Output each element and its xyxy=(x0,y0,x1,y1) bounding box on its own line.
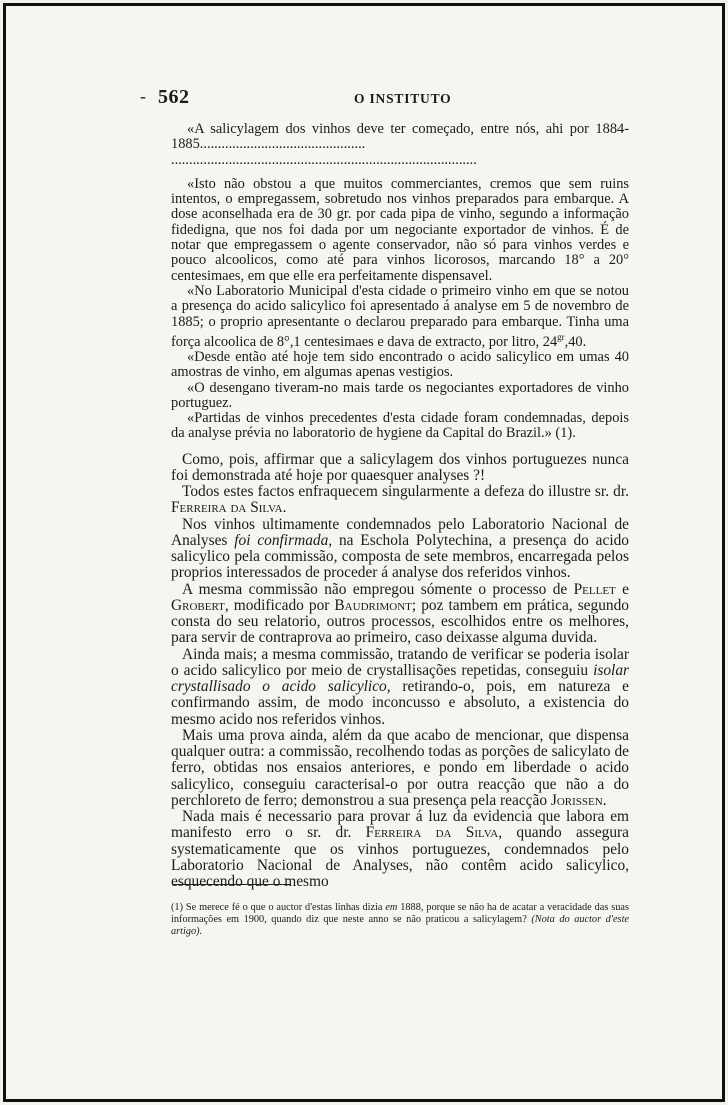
quote-paragraph: «Partidas de vinhos precedentes d'esta cidade foram condemnadas, depois da analyse prévia no laboratorio de hygiene da Capital do Brazil.» (1). xyxy=(171,410,629,442)
quote-paragraph: «Desde então até hoje tem sido encontrado o acido salicylico em umas 40 amostras de vinho, em algumas apenas vestigios. xyxy=(171,348,629,381)
text-paragraph: Todos estes factos enfraquecem singularmente a defeza do illustre sr. dr. Ferreira da Silva. xyxy=(171,483,629,517)
quote-paragraph: «A salicylagem dos vinhos deve ter começado, entre nós, ahi por 1884-1885.............................................. xyxy=(171,121,629,153)
page-number: 562 xyxy=(158,86,190,108)
author-name: Ferreira da Silva xyxy=(171,499,283,517)
text-paragraph: Como, pois, affirmar que a salicylagem dos vinhos portuguezes nunca foi demonstrada até hoje por quaesquer analyses ?! xyxy=(171,450,629,484)
leader-dots: .............................................. xyxy=(199,136,366,153)
leader-dots-line: ..................................................................................... xyxy=(171,152,477,168)
text-paragraph: A mesma commissão não empregou sómente o processo de Pellet e Grobert, modificado por Baudrimont; poz tambem em prática, segundo consta do seu relatorio, outros processos, escolhidos entre os melhores, para servir de contraprova ao primeiro, caso deixasse alguma duvida. xyxy=(171,580,629,647)
page-header xyxy=(0,86,728,110)
header-dash: - xyxy=(140,86,146,106)
running-title: O INSTITUTO xyxy=(354,91,452,106)
footnote: (1) Se merece fé o que o auctor d'estas linhas dizia em 1888, porque se não ha de acatar a veracidade das suas informações em 1900, quando diz que neste anno se não praticou a salicylagem? (Nota do auctor d'este artigo). xyxy=(171,902,629,938)
text-paragraph: Nos vinhos ultimamente condemnados pelo Laboratorio Nacional de Analyses foi confirmada, na Eschola Polytechina, a presença do acido salicylico pela commissão, composta de sete membros, encarregada pelos proprios interessados de proceder á analyse dos referidos vinhos. xyxy=(171,515,629,582)
text-paragraph: Nada mais é necessario para provar á luz da evidencia que labora em manifesto erro o sr. dr. Ferreira da Silva, quando assegura systematicamente que os vinhos portuguezes, condemnados pelo Laboratorio Nacional de Analyses, não contêm acido salicylico, esquecendo que o mesmo xyxy=(171,808,629,891)
footnote-rule xyxy=(172,884,290,885)
page-body xyxy=(171,122,629,890)
quote-paragraph: «O desengano tiveram-no mais tarde os negociantes exportadores de vinho portuguez. xyxy=(171,379,629,411)
quote-paragraph: «Isto não obstou a que muitos commerciantes, cremos que sem ruins intentos, o empregassem, sobretudo nos vinhos preparados para embarque. A dose aconselhada era de 30 gr. por cada pipa de vinho, segundo a informação fidedigna, que nos foi dada por um negociante exportador de vinhos. É de notar que empregassem o agente conservador, não só para vinhos verdes e pouco alcoolicos, como até para vinhos licorosos, marcando 18° a 20° centesimaes, em que elle era perfeitamente dispensavel. xyxy=(171,175,629,284)
text-paragraph: Mais uma prova ainda, além da que acabo de mencionar, que dispensa qualquer outra: a commissão, recolhendo todas as porções de salicylato de ferro, obtidas nos ensaios anteriores, e pondo em liberdade o acido salicylico, conseguiu caracterisal-o por outra reacção que não a do perchloreto de ferro; demonstrou a sua presença pela reacção Jorissen. xyxy=(171,726,629,809)
quote-paragraph: «No Laboratorio Municipal d'esta cidade o primeiro vinho em que se notou a presença do acido salicylico foi apresentado á analyse em 5 de novembro de 1885; o proprio apresentante o declarou preparado para embarque. Tinha uma força alcoolica de 8°,1 centesimaes e dava de extracto, por litro, $24^{gr},40$. xyxy=(171,282,629,350)
text-paragraph: Ainda mais; a mesma commissão, tratando de verificar se poderia isolar o acido salicylico por meio de crystallisações repetidas, conseguiu isolar crystallisado o acido salicylico, retirando-o, pois, em natureza e confirmando assim, de modo inconcusso e absoluto, a existencia do mesmo acido nos referidos vinhos. xyxy=(171,645,629,728)
